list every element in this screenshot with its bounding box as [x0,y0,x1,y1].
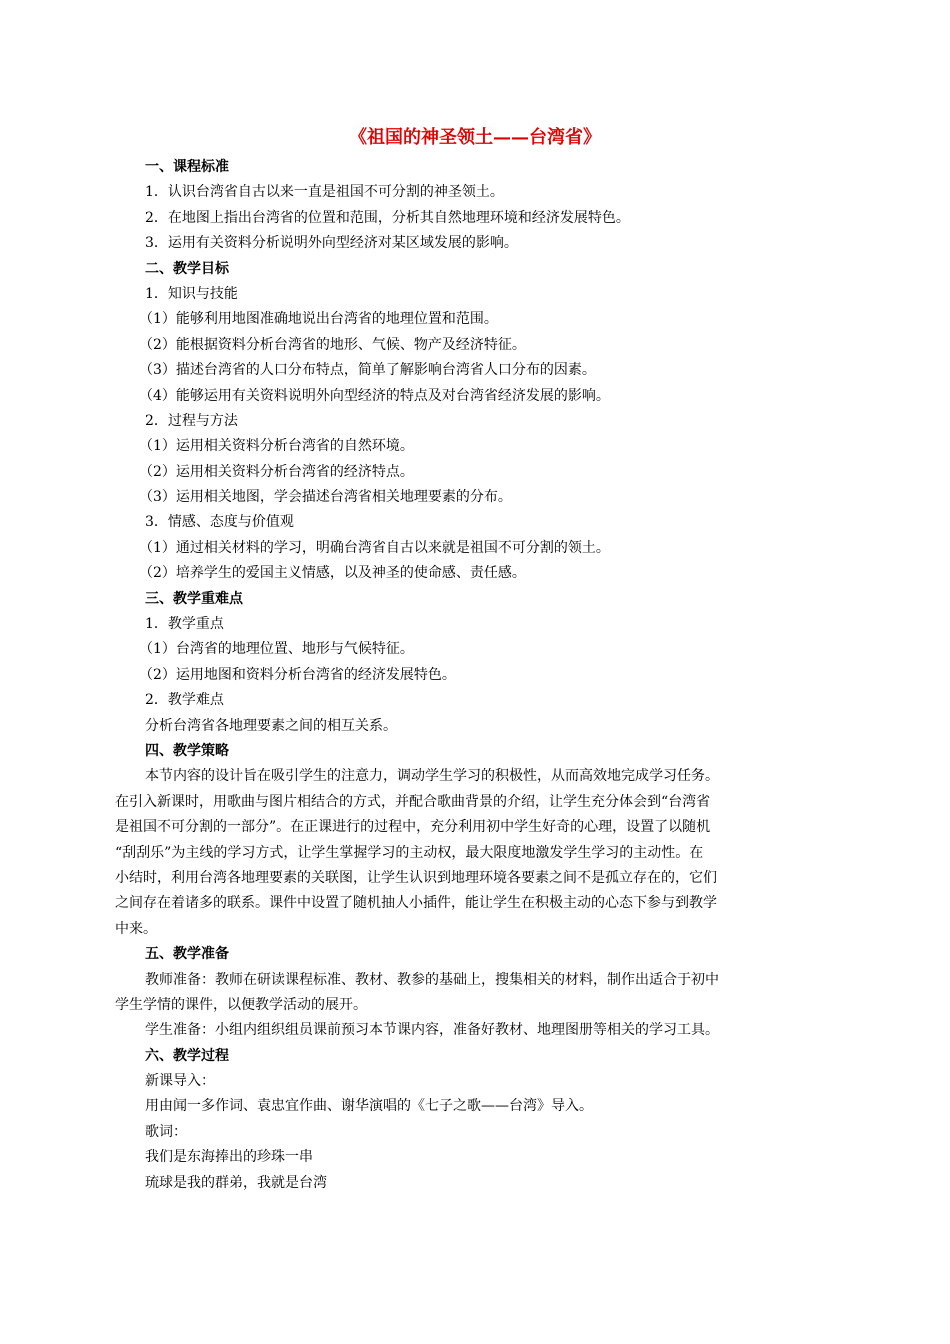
text-line: 歌词： [145,1123,187,1140]
section-heading: 三、教学重难点 [145,590,243,607]
text-line: （1）运用相关资料分析台湾省的自然环境。 [139,438,414,455]
text-line: （1）台湾省的地理位置、地形与气候特征。 [139,641,414,658]
document-title: 《祖国的神圣领土——台湾省》 [349,127,601,148]
strategy-paragraph [115,764,837,942]
section-heading: 六、教学过程 [145,1047,229,1064]
text-line: 3．运用有关资料分析说明外向型经济对某区域发展的影响。 [145,235,518,252]
paragraph-line: “刮刮乐”为主线的学习方式，让学生掌握学习的主动权，最大限度地激发学生学习的主动性。在 [115,844,704,861]
subsection-heading: 2．教学难点 [145,692,224,709]
section-heading: 一、课程标准 [145,159,229,175]
paragraph-line: 之间存在着诸多的联系。课件中设置了随机抽人小插件，能让学生在积极主动的心态下参与到教学 [115,895,717,912]
text-line: 分析台湾省各地理要素之间的相互关系。 [145,717,397,734]
section-heading: 四、教学策略 [145,742,229,759]
paragraph-line: 中来。 [115,920,157,937]
text-line: 1．认识台湾省自古以来一直是祖国不可分割的神圣领土。 [145,184,504,201]
paragraph-line: 学生学情的课件，以便教学活动的展开。 [115,996,367,1013]
paragraph-line: 在引入新课时，用歌曲与图片相结合的方式，并配合歌曲背景的介绍，让学生充分体会到“台湾省 [115,793,711,810]
paragraph-line: 教师准备：教师在研读课程标准、教材、教参的基础上，搜集相关的材料，制作出适合于初中 [145,971,719,988]
text-line: 2．在地图上指出台湾省的位置和范围，分析其自然地理环境和经济发展特色。 [145,209,630,226]
text-line: 新课导入： [145,1073,215,1090]
text-line: （3）运用相关地图，学会描述台湾省相关地理要素的分布。 [139,489,512,506]
text-line: （1）能够利用地图准确地说出台湾省的地理位置和范围。 [139,311,498,328]
subsection-heading: 3．情感、态度与价值观 [145,514,294,531]
paragraph-line: 小结时，利用台湾各地理要素的关联图，让学生认识到地理环境各要素之间不是孤立存在的，它们 [115,869,717,886]
text-line: （2）运用相关资料分析台湾省的经济特点。 [139,463,414,480]
document-body [117,155,837,1196]
lyric-line: 我们是东海捧出的珍珠一串 [145,1149,313,1166]
text-line: （3）描述台湾省的人口分布特点，简单了解影响台湾省人口分布的因素。 [139,362,596,379]
text-line: （2）培养学生的爱国主义情感，以及神圣的使命感、责任感。 [139,565,526,582]
section-heading: 五、教学准备 [145,946,229,963]
text-line: （1）通过相关材料的学习，明确台湾省自古以来就是祖国不可分割的领土。 [139,539,610,556]
text-line: （2）能根据资料分析台湾省的地形、气候、物产及经济特征。 [139,336,526,353]
subsection-heading: 1．知识与技能 [145,285,238,302]
paragraph-line: 是祖国不可分割的一部分”。在正课进行的过程中，充分利用初中学生好奇的心理，设置了以随机 [115,819,711,836]
lyric-line: 琉球是我的群弟，我就是台湾 [145,1174,327,1191]
subsection-heading: 1．教学重点 [145,616,224,633]
section-heading: 二、教学目标 [145,260,229,277]
text-line: （2）运用地图和资料分析台湾省的经济发展特色。 [139,666,456,683]
teacher-prep-paragraph [115,968,837,1019]
paragraph-line: 本节内容的设计旨在吸引学生的注意力，调动学生学习的积极性，从而高效地完成学习任务。 [145,768,719,785]
text-line: （4）能够运用有关资料说明外向型经济的特点及对台湾省经济发展的影响。 [139,387,610,404]
subsection-heading: 2．过程与方法 [145,412,238,429]
text-line: 用由闻一多作词、袁忠宜作曲、谢华演唱的《七子之歌——台湾》导入。 [145,1098,593,1115]
student-prep-paragraph: 学生准备：小组内组织组员课前预习本节课内容，准备好教材、地理图册等相关的学习工具。 [145,1022,719,1039]
